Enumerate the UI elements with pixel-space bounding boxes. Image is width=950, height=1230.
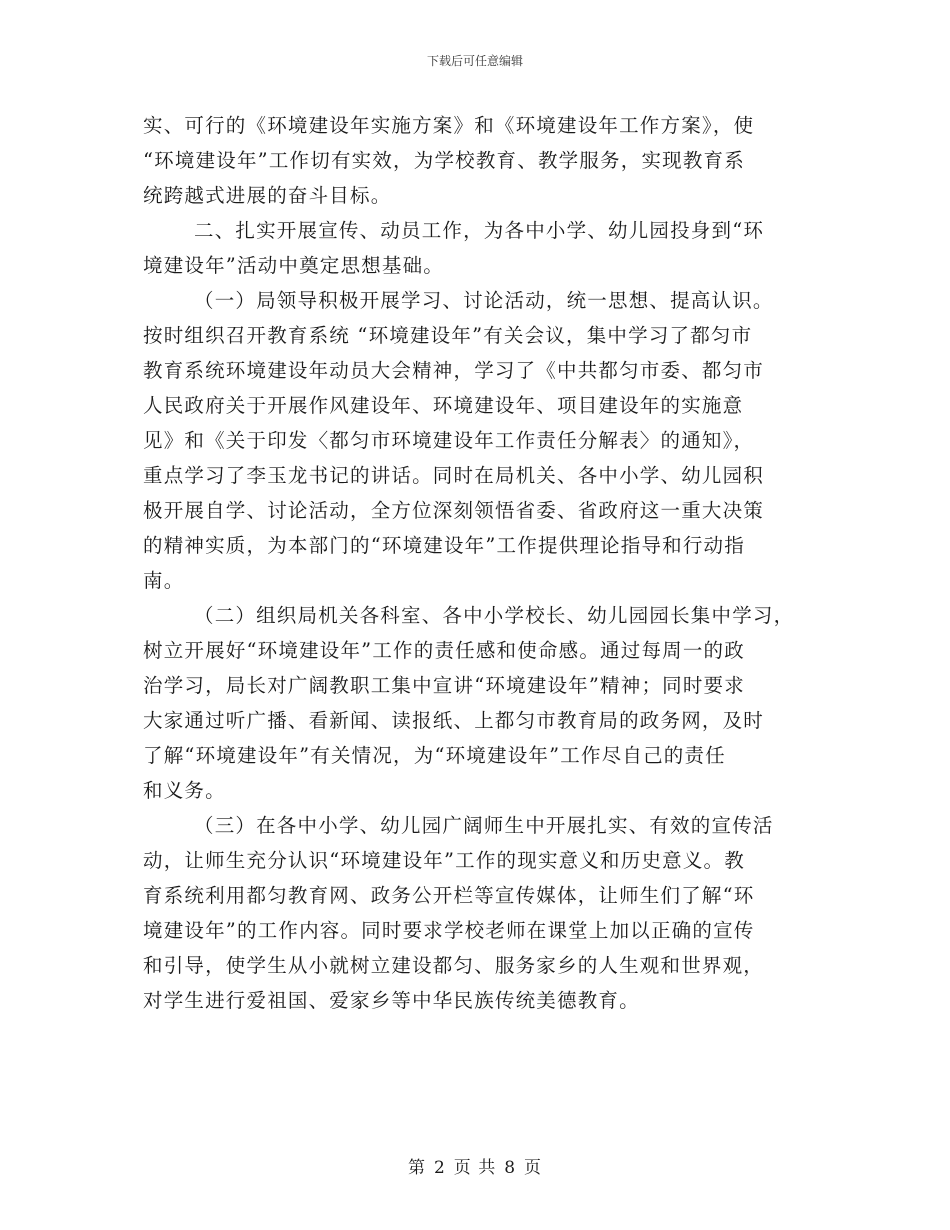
- text-line: 实、可行的《环境建设年实施方案》和《环境建设年工作方案》，使: [143, 114, 755, 137]
- text-line: 见》和《关于印发〈都匀市环境建设年工作责任分解表〉的通知》，: [143, 429, 755, 452]
- document-body: [143, 108, 813, 1018]
- text-line: 对学生进行爱祖国、爱家乡等中华民族传统美德教育。: [143, 989, 640, 1012]
- subsection-one-start: （一）局领导积极开展学习、讨论活动，统一思想、提高认识。: [194, 289, 774, 312]
- text-line: 育系统利用都匀教育网、政务公开栏等宣传媒体，让师生们了解“环: [143, 884, 755, 907]
- text-line: 和义务。: [143, 779, 226, 802]
- page-current: 2: [433, 1158, 446, 1178]
- subsection-two-start: （二）组织局机关各科室、各中小学校长、幼儿园园长集中学习，: [194, 604, 795, 627]
- text-line: 重点学习了李玉龙书记的讲话。同时在局机关、各中小学、幼儿园积: [143, 464, 765, 487]
- page-suffix: 页: [524, 1158, 543, 1178]
- text-line: 境建设年”的工作内容。同时要求学校老师在课堂上加以正确的宣传: [143, 919, 755, 942]
- text-line: 教育系统环境建设年动员大会精神，学习了《中共都匀市委、都匀市: [143, 359, 765, 382]
- text-line: 了解“环境建设年”有关情况，为“环境建设年”工作尽自己的责任: [143, 744, 726, 767]
- subsection-three-start: （三）在各中小学、幼儿园广阔师生中开展扎实、有效的宣传活: [194, 814, 774, 837]
- text-line: 的精神实质，为本部门的“环境建设年”工作提供理论指导和行动指: [143, 534, 745, 557]
- page-number-footer: [0, 1153, 950, 1178]
- text-line: 治学习，局长对广阔教职工集中宣讲“环境建设年”精神；同时要求: [143, 674, 745, 697]
- text-line: 南。: [143, 569, 185, 592]
- page-header-note: 下载后可任意编辑: [426, 54, 523, 68]
- page-prefix: 第: [407, 1158, 426, 1178]
- text-line: 大家通过听广播、看新闻、读报纸、上都匀市教育局的政务网，及时: [143, 709, 765, 732]
- text-line: 和引导，使学生从小就树立建设都匀、服务家乡的人生观和世界观，: [143, 954, 765, 977]
- page-total: 8: [504, 1158, 517, 1178]
- text-line: 动，让师生充分认识“环境建设年”工作的现实意义和历史意义。教: [143, 849, 745, 872]
- text-line: 统跨越式进展的奋斗目标。: [143, 184, 392, 207]
- text-line: 极开展自学、讨论活动，全方位深刻领悟省委、省政府这一重大决策: [143, 499, 765, 522]
- text-line: 树立开展好“环境建设年”工作的责任感和使命感。通过每周一的政: [143, 639, 745, 662]
- page-mid: 页 共: [453, 1158, 497, 1178]
- text-line: 境建设年”活动中奠定思想基础。: [143, 254, 444, 277]
- text-line: 人民政府关于开展作风建设年、环境建设年、项目建设年的实施意: [143, 394, 744, 417]
- section-heading-two: 二、扎实开展宣传、动员工作，为各中小学、幼儿园投身到“环: [194, 219, 765, 242]
- text-line: “环境建设年”工作切有实效，为学校教育、教学服务，实现教育系: [143, 149, 745, 172]
- text-line: 按时组织召开教育系统 “环境建设年”有关会议，集中学习了都匀市: [143, 324, 753, 347]
